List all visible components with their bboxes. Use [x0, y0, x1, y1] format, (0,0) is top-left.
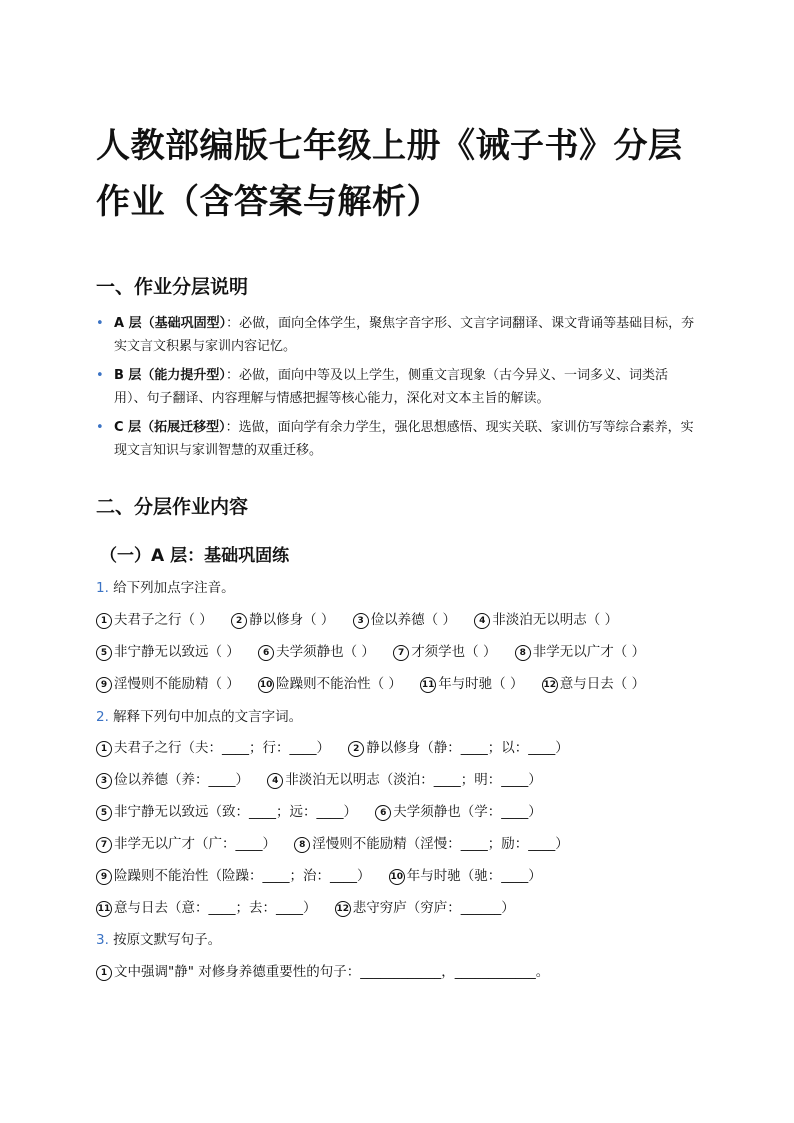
q2-row [96, 802, 542, 822]
question-text: 解释下列句中加点的文言字词。 [113, 709, 303, 725]
q2-item: 非淡泊无以明志（淡泊：____；明：____） [285, 772, 542, 788]
item-number: 9 [96, 677, 112, 693]
q1-item: 夫学须静也（ ） [276, 644, 375, 660]
q1-item: 夫君子之行（ ） [114, 612, 213, 628]
q2-item: 悲守穷庐（穷庐：______） [352, 900, 515, 916]
item-number: 8 [515, 645, 531, 661]
q2-item: 年与时驰（驰：____） [406, 868, 542, 884]
item-number: 6 [258, 645, 274, 661]
item-number: 5 [96, 805, 112, 821]
tier-explanation-list [96, 312, 696, 468]
item-number: 11 [420, 677, 436, 693]
list-item [96, 416, 696, 462]
item-number: 4 [474, 613, 490, 629]
q2-row [96, 834, 569, 854]
tier-label: A 层（基础巩固型） [114, 316, 227, 331]
item-number: 1 [96, 613, 112, 629]
subsection-heading-a: （一）A 层：基础巩固练 [100, 546, 290, 566]
item-number: 2 [231, 613, 247, 629]
q1-row [96, 642, 645, 662]
bullet-icon: • [96, 316, 104, 331]
q2-item: 险躁则不能治性（险躁：____；治：____） [114, 868, 371, 884]
q2-item: 非学无以广才（广：____） [114, 836, 276, 852]
question-number: 3. [96, 932, 114, 948]
question-text: 给下列加点字注音。 [113, 580, 235, 596]
item-number: 8 [294, 837, 310, 853]
item-number: 3 [353, 613, 369, 629]
q1-item: 静以修身（ ） [249, 612, 335, 628]
item-number: 1 [96, 965, 112, 981]
q2-item: 非宁静无以致远（致：____；远：____） [114, 804, 357, 820]
q1-item: 俭以养德（ ） [370, 612, 456, 628]
q2-item: 夫君子之行（夫：____；行：____） [114, 740, 330, 756]
item-number: 9 [96, 869, 112, 885]
q2-row [96, 738, 569, 758]
q2-item: 意与日去（意：____；去：____） [114, 900, 317, 916]
item-number: 1 [96, 741, 112, 757]
q1-row [96, 674, 645, 694]
q1-item: 险躁则不能治性（ ） [276, 676, 402, 692]
question-1-stem [96, 578, 235, 598]
tier-label: B 层（能力提升型） [114, 368, 226, 383]
tier-description: ：必做，面向全体学生，聚焦字音字形、文言字词翻译、课文背诵等基础目标，夯实文言文积累与家训内容记忆。 [114, 316, 695, 354]
q2-row [96, 898, 515, 918]
item-number: 5 [96, 645, 112, 661]
q1-item: 意与日去（ ） [559, 676, 646, 692]
list-item [96, 312, 696, 358]
item-number: 11 [96, 901, 112, 917]
q2-item: 俭以养德（养：____） [114, 772, 249, 788]
tier-description: ：必做，面向中等及以上学生，侧重文言现象（古今异义、一词多义、词类活用）、句子翻译、内容理解与情感把握等核心能力，深化对文本主旨的解读。 [114, 368, 668, 406]
q2-row [96, 770, 542, 790]
q1-item: 年与时驰（ ） [438, 676, 524, 692]
question-number: 2. [96, 709, 114, 725]
item-number: 4 [267, 773, 283, 789]
section-heading-explanation: 一、作业分层说明 [96, 276, 249, 298]
tier-label: C 层（拓展迁移型） [114, 420, 226, 435]
item-number: 7 [96, 837, 112, 853]
item-number: 7 [393, 645, 409, 661]
item-number: 2 [348, 741, 364, 757]
item-number: 12 [542, 677, 558, 693]
list-item [96, 364, 696, 410]
section-heading-content: 二、分层作业内容 [96, 496, 249, 518]
q1-item: 才须学也（ ） [411, 644, 497, 660]
q1-row [96, 610, 618, 630]
q2-item: 淫慢则不能励精（淫慢：____；励：____） [312, 836, 569, 852]
question-text: 按原文默写句子。 [113, 932, 222, 948]
item-number: 6 [375, 805, 391, 821]
q2-row [96, 866, 542, 886]
question-3-stem [96, 930, 221, 950]
item-number: 10 [258, 677, 274, 693]
q2-item: 静以修身（静：____；以：____） [366, 740, 569, 756]
item-number: 10 [389, 869, 405, 885]
question-2-stem [96, 707, 302, 727]
document-title: 人教部编版七年级上册《诫子书》分层作业（含答案与解析） [96, 126, 683, 222]
q3-row [96, 962, 549, 982]
tier-description: ：选做，面向学有余力学生，强化思想感悟、现实关联、家训仿写等综合素养，实现文言知识与家训智慧的双重迁移。 [114, 420, 694, 458]
item-number: 3 [96, 773, 112, 789]
q2-item: 夫学须静也（学：____） [393, 804, 542, 820]
question-number: 1. [96, 580, 114, 596]
bullet-icon: • [96, 420, 104, 435]
q1-item: 非学无以广才（ ） [532, 644, 646, 660]
item-number: 12 [335, 901, 351, 917]
q3-item: 文中强调"静" 对修身养德重要性的句子：____________，____________。 [114, 964, 550, 980]
q1-item: 淫慢则不能励精（ ） [114, 676, 240, 692]
q1-item: 非宁静无以致远（ ） [114, 644, 240, 660]
q1-item: 非淡泊无以明志（ ） [492, 612, 619, 628]
bullet-icon: • [96, 368, 104, 383]
